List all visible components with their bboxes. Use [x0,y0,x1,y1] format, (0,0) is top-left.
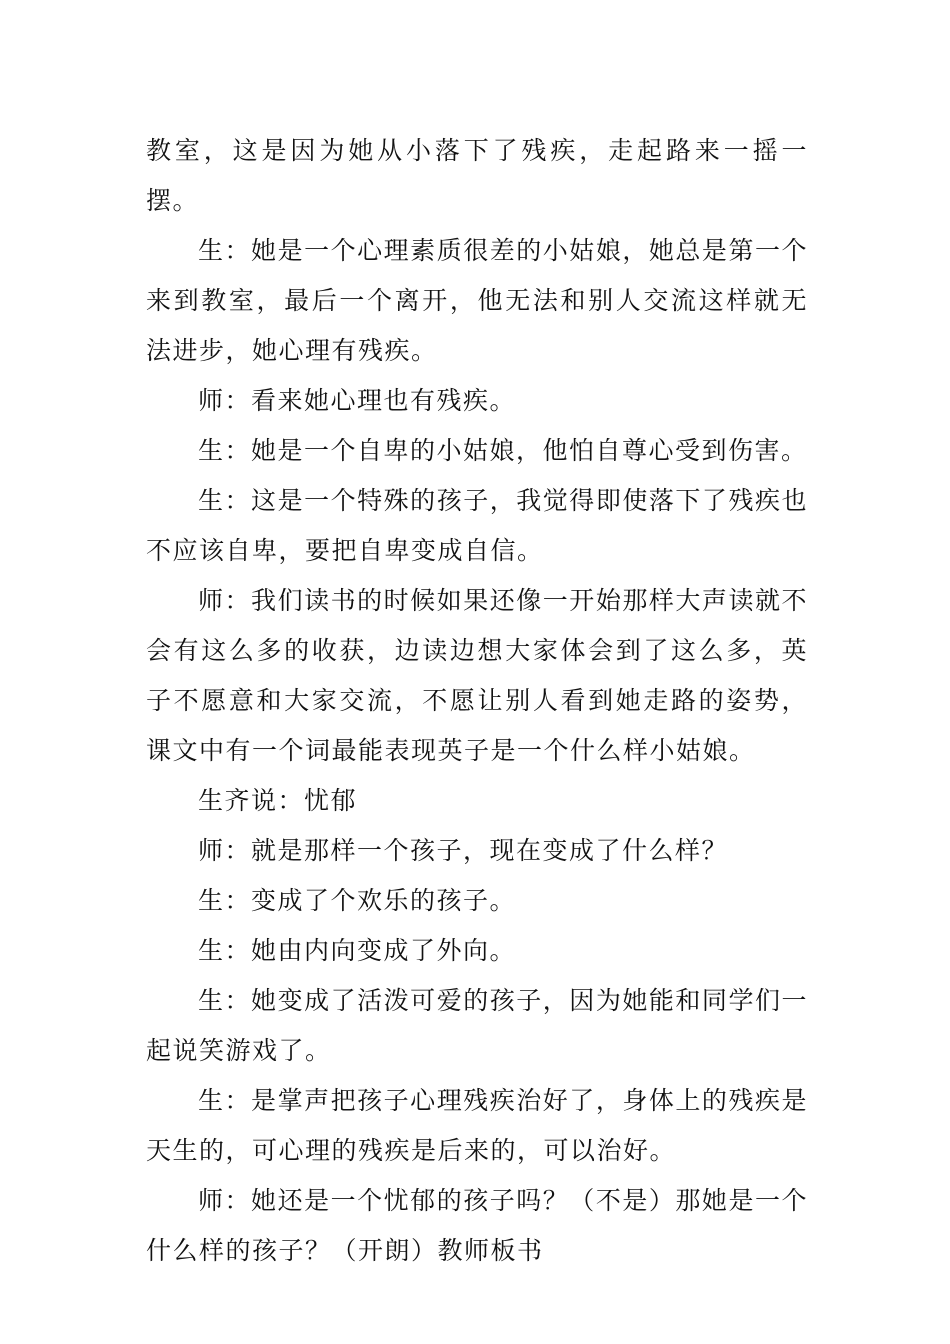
paragraph-teacher-1: 师：看来她心理也有残疾。 [198,386,517,415]
paragraph-student-1: 生：她是一个心理素质很差的小姑娘，她总是第一个来到教室，最后一个离开，他无法和别人交流这样就无法进步，她心理有残疾。 [146,236,808,365]
paragraph-student-3: 生：这是一个特殊的孩子，我觉得即使落下了残疾也不应该自卑，要把自卑变成自信。 [146,486,808,565]
paragraph-student-4: 生：变成了个欢乐的孩子。 [198,886,517,915]
paragraph-student-7: 生：是掌声把孩子心理残疾治好了，身体上的残疾是天生的，可心理的残疾是后来的，可以治好。 [146,1086,808,1165]
paragraph-teacher-4: 师：她还是一个忧郁的孩子吗？（不是）那她是一个什么样的孩子？（开朗）教师板书 [146,1186,808,1265]
paragraph-student-5: 生：她由内向变成了外向。 [198,936,517,965]
paragraph-continuation: 教室，这是因为她从小落下了残疾，走起路来一摇一摆。 [146,136,808,215]
paragraph-student-2: 生：她是一个自卑的小姑娘，他怕自尊心受到伤害。 [198,436,808,465]
paragraph-chorus: 生齐说：忧郁 [198,786,358,815]
paragraph-teacher-3: 师：就是那样一个孩子，现在变成了什么样？ [198,836,729,865]
paragraph-teacher-2: 师：我们读书的时候如果还像一开始那样大声读就不会有这么多的收获，边读边想大家体会到了这么多，英子不愿意和大家交流，不愿让别人看到她走路的姿势，课文中有一个词最能表现英子是一个什么样小姑娘。 [146,586,808,765]
document-body [146,126,808,1276]
paragraph-student-6: 生：她变成了活泼可爱的孩子，因为她能和同学们一起说笑游戏了。 [146,986,808,1065]
